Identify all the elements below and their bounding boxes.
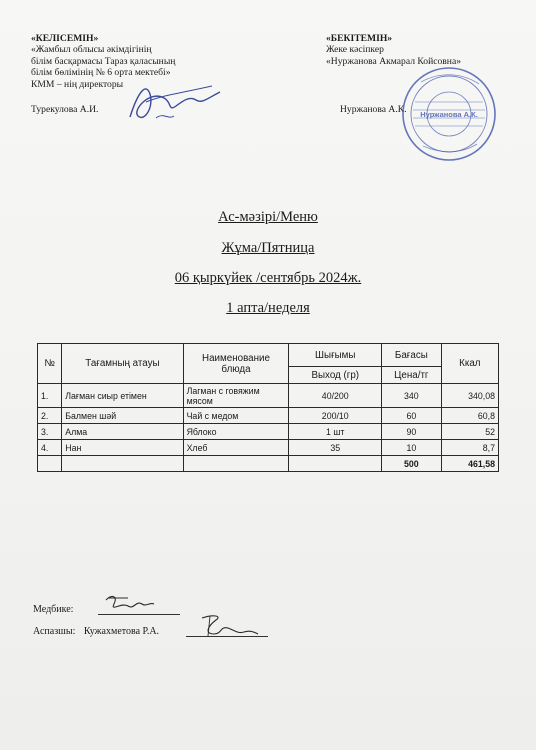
cell-kcal: 60,8	[441, 408, 498, 424]
cell-no: 1.	[38, 384, 62, 408]
total-price: 500	[382, 456, 442, 472]
table-row	[38, 408, 499, 424]
table-row	[38, 424, 499, 440]
cell-output: 200/10	[289, 408, 382, 424]
menu-table	[37, 343, 499, 472]
cell-kcal: 340,08	[441, 384, 498, 408]
entrepreneur-stamp-icon	[401, 66, 497, 162]
week-title: 1 апта/неделя	[226, 300, 310, 316]
approval-left-line4: КММ – нің директоры	[31, 78, 124, 90]
approval-left-line2: білім басқармасы Тараз қаласының	[31, 55, 176, 67]
cell-name-kz: Нан	[62, 440, 183, 456]
cell-output: 35	[289, 440, 382, 456]
cell-kcal: 8,7	[441, 440, 498, 456]
day-title: Жұма/Пятница	[221, 240, 315, 256]
header-output-kz: Шығымы	[289, 344, 382, 367]
header-output-ru: Выход (гр)	[289, 367, 382, 384]
approval-left-line3: білім бөлімінің № 6 орта мектебі»	[31, 67, 171, 79]
cell-no: 2.	[38, 408, 62, 424]
cook-label-row	[33, 626, 159, 637]
cell-name-kz: Балмен шәй	[62, 408, 183, 424]
table-header-row	[38, 344, 499, 367]
header-name-kz: Тағамның атауы	[62, 344, 183, 384]
header-price-kz: Бағасы	[382, 344, 442, 367]
cell-output: 40/200	[289, 384, 382, 408]
cell-name-ru: Чай с медом	[183, 408, 289, 424]
cell-price: 10	[382, 440, 442, 456]
total-empty-desc	[183, 456, 289, 472]
cook-label: Аспазшы:	[33, 626, 76, 637]
approval-left-line1: «Жамбыл облысы әкімдігінің	[31, 44, 152, 56]
cell-price: 60	[382, 408, 442, 424]
cell-kcal: 52	[441, 424, 498, 440]
director-signature	[116, 72, 226, 132]
approval-right	[326, 33, 516, 67]
header-kcal: Ккал	[441, 344, 498, 384]
cell-name-kz: Лағман сиыр етімен	[62, 384, 183, 408]
cell-output: 1 шт	[289, 424, 382, 440]
cell-name-ru: Хлеб	[183, 440, 289, 456]
approval-left-heading: «КЕЛІСЕМІН»	[31, 33, 99, 44]
header-no: №	[38, 344, 62, 384]
nurse-label: Медбике:	[33, 604, 74, 615]
total-empty-no	[38, 456, 62, 472]
approval-right-signer: Нуржанова А.К.	[340, 104, 407, 115]
total-empty-name	[62, 456, 183, 472]
table-row	[38, 384, 499, 408]
cell-no: 3.	[38, 424, 62, 440]
header-name-ru: Наименование блюда	[183, 344, 289, 384]
date-title: 06 қыркүйек /сентябрь 2024ж.	[174, 270, 362, 286]
approval-right-line2: «Нуржанова Акмарал Койсовна»	[326, 55, 462, 67]
total-kcal: 461,58	[441, 456, 498, 472]
menu-title: Ас-мәзірі/Меню	[218, 209, 318, 225]
approval-right-line1: Жеке кәсіпкер	[326, 44, 384, 56]
nurse-signature	[102, 592, 156, 616]
stamp-center-text: Нуржанова А.К.	[420, 110, 478, 119]
cell-name-ru: Яблоко	[183, 424, 289, 440]
cell-name-kz: Алма	[62, 424, 183, 440]
table-total-row	[38, 456, 499, 472]
cell-no: 4.	[38, 440, 62, 456]
header-price-ru: Цена/тг	[382, 367, 442, 384]
cook-name: Кужахметова Р.А.	[83, 626, 160, 637]
cell-price: 90	[382, 424, 442, 440]
cook-signature	[196, 612, 260, 640]
table-row	[38, 440, 499, 456]
approval-right-heading: «БЕКІТЕМІН»	[326, 33, 393, 44]
cell-price: 340	[382, 384, 442, 408]
cell-name-ru: Лагман с говяжим мясом	[183, 384, 289, 408]
approval-left-signer: Турекулова А.И.	[31, 104, 99, 115]
total-empty-output	[289, 456, 382, 472]
